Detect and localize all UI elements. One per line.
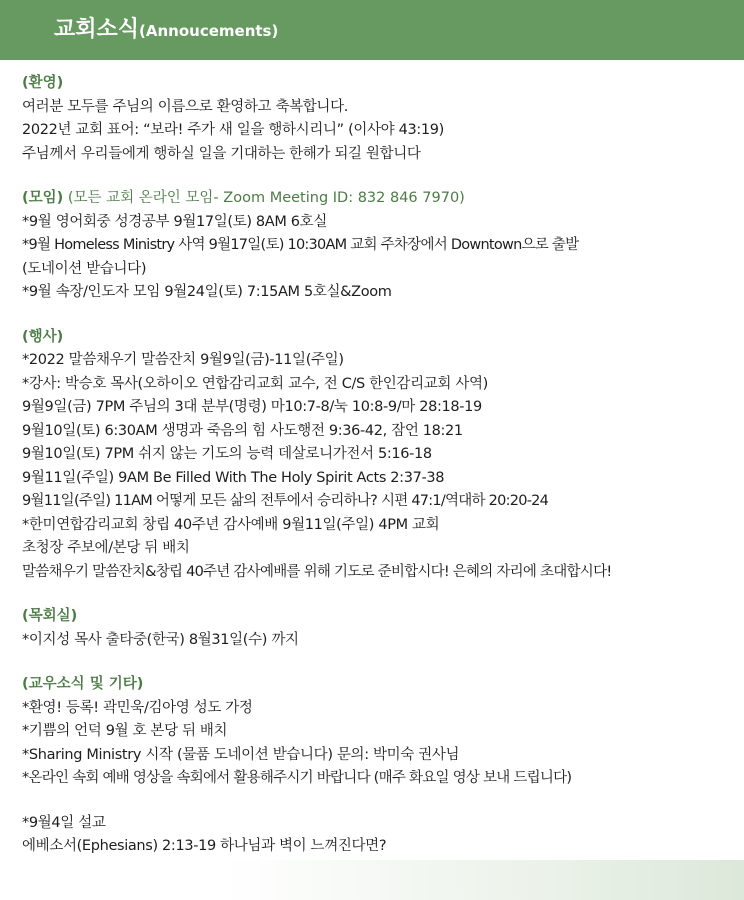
text-line: 9월11일(주일) 11AM 어떻게 모든 삶의 전투에서 승리하나? 시편 47:1/역대하 20:20-24 xyxy=(22,493,549,509)
section-sermon xyxy=(22,812,738,859)
footer-gradient xyxy=(0,860,744,900)
text-line: 9월10일(토) 7PM 쉬지 않는 기도의 능력 데살로니가전서 5:16-18 xyxy=(22,446,432,462)
text-line: *이지성 목사 출타중(한국) 8월31일(수) 까지 xyxy=(22,631,299,648)
text-line: *9월 속장/인도자 모임 9월24일(토) 7:15AM 5호실&Zoom xyxy=(22,284,392,300)
section-heading: (교우소식 및 기타) xyxy=(22,676,144,692)
text-line: *강사: 박승호 목사(오하이오 연합감리교회 교수, 전 C/S 한인감리교회 사역) xyxy=(22,375,488,392)
section-meetings xyxy=(22,187,738,305)
section-heading: (목회실) xyxy=(22,608,78,624)
text-line: *기쁨의 언덕 9월 호 본당 뒤 배치 xyxy=(22,723,228,739)
text-line: (도네이션 받습니다) xyxy=(22,260,147,277)
page-title-text: 교회소식 xyxy=(54,17,140,42)
announcements-body xyxy=(22,72,738,880)
text-line: *9월 Homeless Ministry 사역 9월17일(토) 10:30AM 교회 주차장에서 Downtown으로 출발 xyxy=(22,237,579,253)
text-line: 2022년 교회 표어: “보라! 주가 새 일을 행하시리니” (이사야 43:19) xyxy=(22,122,444,138)
page-subtitle: (Annoucements) xyxy=(139,22,279,40)
text-line: 에베소서(Ephesians) 2:13-19 하나님과 벽이 느껴진다면? xyxy=(22,838,387,854)
text-line: 주님께서 우리들에게 행하실 일을 기대하는 한해가 되길 원합니다 xyxy=(22,145,421,162)
text-line: 여러분 모두를 주님의 이름으로 환영하고 축복합니다. xyxy=(22,98,349,115)
text-line: *한미연합감리교회 창립 40주년 감사예배 9월11일(주일) 4PM 교회 xyxy=(22,516,440,533)
text-line: 9월9일(금) 7PM 주님의 3대 분부(명령) 마10:7-8/눅 10:8-9/마 28:18-19 xyxy=(22,399,482,415)
text-line: *환영! 등록! 곽민욱/김아영 성도 가정 xyxy=(22,699,253,716)
section-heading-row xyxy=(22,187,738,211)
section-pastoral-office xyxy=(22,605,738,652)
section-events xyxy=(22,326,738,585)
text-line: *9월 영어회중 성경공부 9월17일(토) 8AM 6호실 xyxy=(22,213,327,230)
text-line: *Sharing Ministry 시작 (물품 도네이션 받습니다) 문의: 박미숙 권사님 xyxy=(22,746,460,763)
text-line: 초청장 주보에/본당 뒤 배치 xyxy=(22,540,190,556)
text-line: 말씀채우기 말씀잔치&창립 40주년 감사예배를 위해 기도로 준비합시다! 은혜의 자리에 초대합시다! xyxy=(22,563,612,580)
text-line: *온라인 속회 예배 영상을 속회에서 활용해주시기 바랍니다 (매주 화요일 영상 보내 드립니다) xyxy=(22,770,572,786)
section-heading: (환영) xyxy=(22,75,64,91)
zoom-meeting-note: (모든 교회 온라인 모임- Zoom Meeting ID: 832 846 7970) xyxy=(63,190,465,206)
text-line: *2022 말씀채우기 말씀잔치 9월9일(금)-11일(주일) xyxy=(22,352,344,368)
section-member-news xyxy=(22,673,738,791)
text-line: 9월11일(주일) 9AM Be Filled With The Holy Spirit Acts 2:37-38 xyxy=(22,469,445,486)
section-heading: (행사) xyxy=(22,328,64,345)
text-line: *9월4일 설교 xyxy=(22,814,106,831)
announcements-header xyxy=(0,0,744,60)
text-line: 9월10일(토) 6:30AM 생명과 죽음의 힘 사도행전 9:36-42, 잠언 18:21 xyxy=(22,422,463,439)
section-welcome xyxy=(22,72,738,166)
section-heading: (모임) xyxy=(22,190,64,206)
page-title xyxy=(54,16,278,45)
